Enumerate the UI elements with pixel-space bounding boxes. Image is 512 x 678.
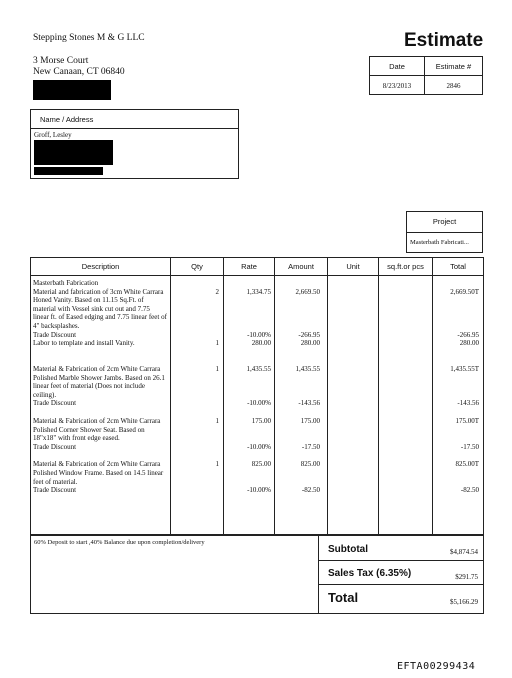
row-total: 280.00 [459, 339, 479, 348]
row-desc: Trade Discount [33, 486, 77, 495]
row-desc: Material & Fabrication of 2cm White Carrara Polished Window Frame. Based on 14.5 linear feet of material. [33, 460, 164, 486]
row-qty: 1 [215, 460, 219, 469]
sales-tax-label: Sales Tax (6.35%) [328, 568, 412, 579]
row-rate: 825.00 [251, 460, 271, 469]
row-rate: -10.00% [247, 399, 271, 408]
row-desc: Trade Discount [33, 330, 77, 339]
column-header-amount: Amount [288, 262, 314, 271]
row-total: 1,435.55T [450, 365, 479, 373]
row-desc: Trade Discount [33, 442, 77, 451]
column-header-total: Total [450, 262, 466, 271]
date-value: 8/23/2013 [382, 82, 412, 90]
row-amount: -266.95 [298, 330, 320, 339]
redaction-block [34, 140, 113, 165]
redaction-block [34, 167, 103, 175]
row-desc: Material & Fabrication of 2cm White Carrara Polished Corner Shower Seat. Based on 18"x18" with front edge eased. [33, 417, 161, 443]
row-amount: -17.50 [301, 442, 320, 451]
bill-to-name: Groff, Lesley [34, 131, 72, 139]
row-rate: 280.00 [251, 339, 271, 348]
row-qty: 2 [215, 287, 219, 296]
column-header-sqft-or-pcs: sq.ft.or pcs [387, 262, 424, 271]
row-desc: Masterbath Fabrication [33, 279, 99, 287]
sales-tax-value: $291.75 [455, 573, 478, 581]
date-label: Date [389, 62, 405, 71]
meta-box [369, 56, 483, 95]
row-amount: -143.56 [298, 399, 320, 408]
row-total: -266.95 [457, 330, 479, 339]
row-rate: -10.00% [247, 330, 271, 339]
column-header-description: Description [81, 262, 120, 271]
row-rate: 175.00 [251, 417, 271, 425]
total-value: $5,166.29 [450, 598, 478, 606]
row-qty: 1 [215, 365, 219, 373]
row-amount: -82.50 [301, 486, 320, 495]
payment-terms-note: 60% Deposit to start ,40% Balance due upon completion/delivery [34, 539, 205, 546]
row-total: 175.00T [455, 417, 479, 425]
company-address-line2: New Canaan, CT 06840 [33, 67, 125, 77]
row-rate: -10.00% [247, 486, 271, 495]
row-qty: 1 [215, 417, 219, 425]
row-rate: -10.00% [247, 442, 271, 451]
row-desc: Labor to template and install Vanity. [33, 339, 135, 348]
row-desc: Trade Discount [33, 399, 77, 408]
company-name: Stepping Stones M & G LLC [33, 33, 145, 43]
project-box [406, 211, 483, 253]
row-rate: 1,334.75 [246, 287, 271, 296]
row-amount: 825.00 [300, 460, 320, 469]
row-total: -143.56 [457, 399, 479, 408]
subtotal-value: $4,874.54 [450, 548, 478, 556]
row-amount: 280.00 [300, 339, 320, 348]
document-title: Estimate [404, 30, 484, 51]
row-total: -17.50 [460, 442, 479, 451]
row-desc: Material and fabrication of 3cm White Carrara Honed Vanity. Based on 11.15 Sq.Ft. of material with Vessel sink cut out and 7.75 linear ft. of Eased edging and 7.75 linear feet of 4" backsplashes. [33, 287, 167, 330]
row-rate: 1,435.55 [246, 365, 271, 373]
row-total: 825.00T [455, 460, 479, 469]
bill-to-label: Name / Address [40, 115, 94, 124]
line-items-body [31, 279, 483, 529]
total-label: Total [328, 590, 359, 605]
bill-to-box [30, 109, 239, 179]
row-total: 2,669.50T [450, 287, 479, 296]
row-qty: 1 [215, 339, 219, 348]
redaction-block [33, 80, 111, 100]
footer-box [30, 535, 484, 614]
subtotal-label: Subtotal [328, 544, 368, 555]
estimate-number-label: Estimate # [435, 62, 472, 71]
row-total: -82.50 [460, 486, 479, 495]
column-header-unit: Unit [346, 262, 360, 271]
estimate-number-value: 2846 [446, 82, 461, 90]
line-items-table [30, 257, 484, 535]
column-header-rate: Rate [241, 262, 257, 271]
row-desc: Material & Fabrication of 2cm White Carrara Polished Marble Shower Jambs. Based on 26.1 linear feet of material (Does not include ceiling). [33, 365, 165, 399]
column-header-qty: Qty [191, 262, 203, 271]
company-address-line1: 3 Morse Court [33, 56, 89, 66]
bates-number: EFTA00299434 [397, 661, 476, 672]
project-value: Masterbath Fabricati... [410, 239, 469, 246]
row-amount: 1,435.55 [295, 365, 320, 373]
row-amount: 175.00 [300, 417, 320, 425]
row-amount: 2,669.50 [295, 287, 320, 296]
project-label: Project [432, 217, 457, 226]
